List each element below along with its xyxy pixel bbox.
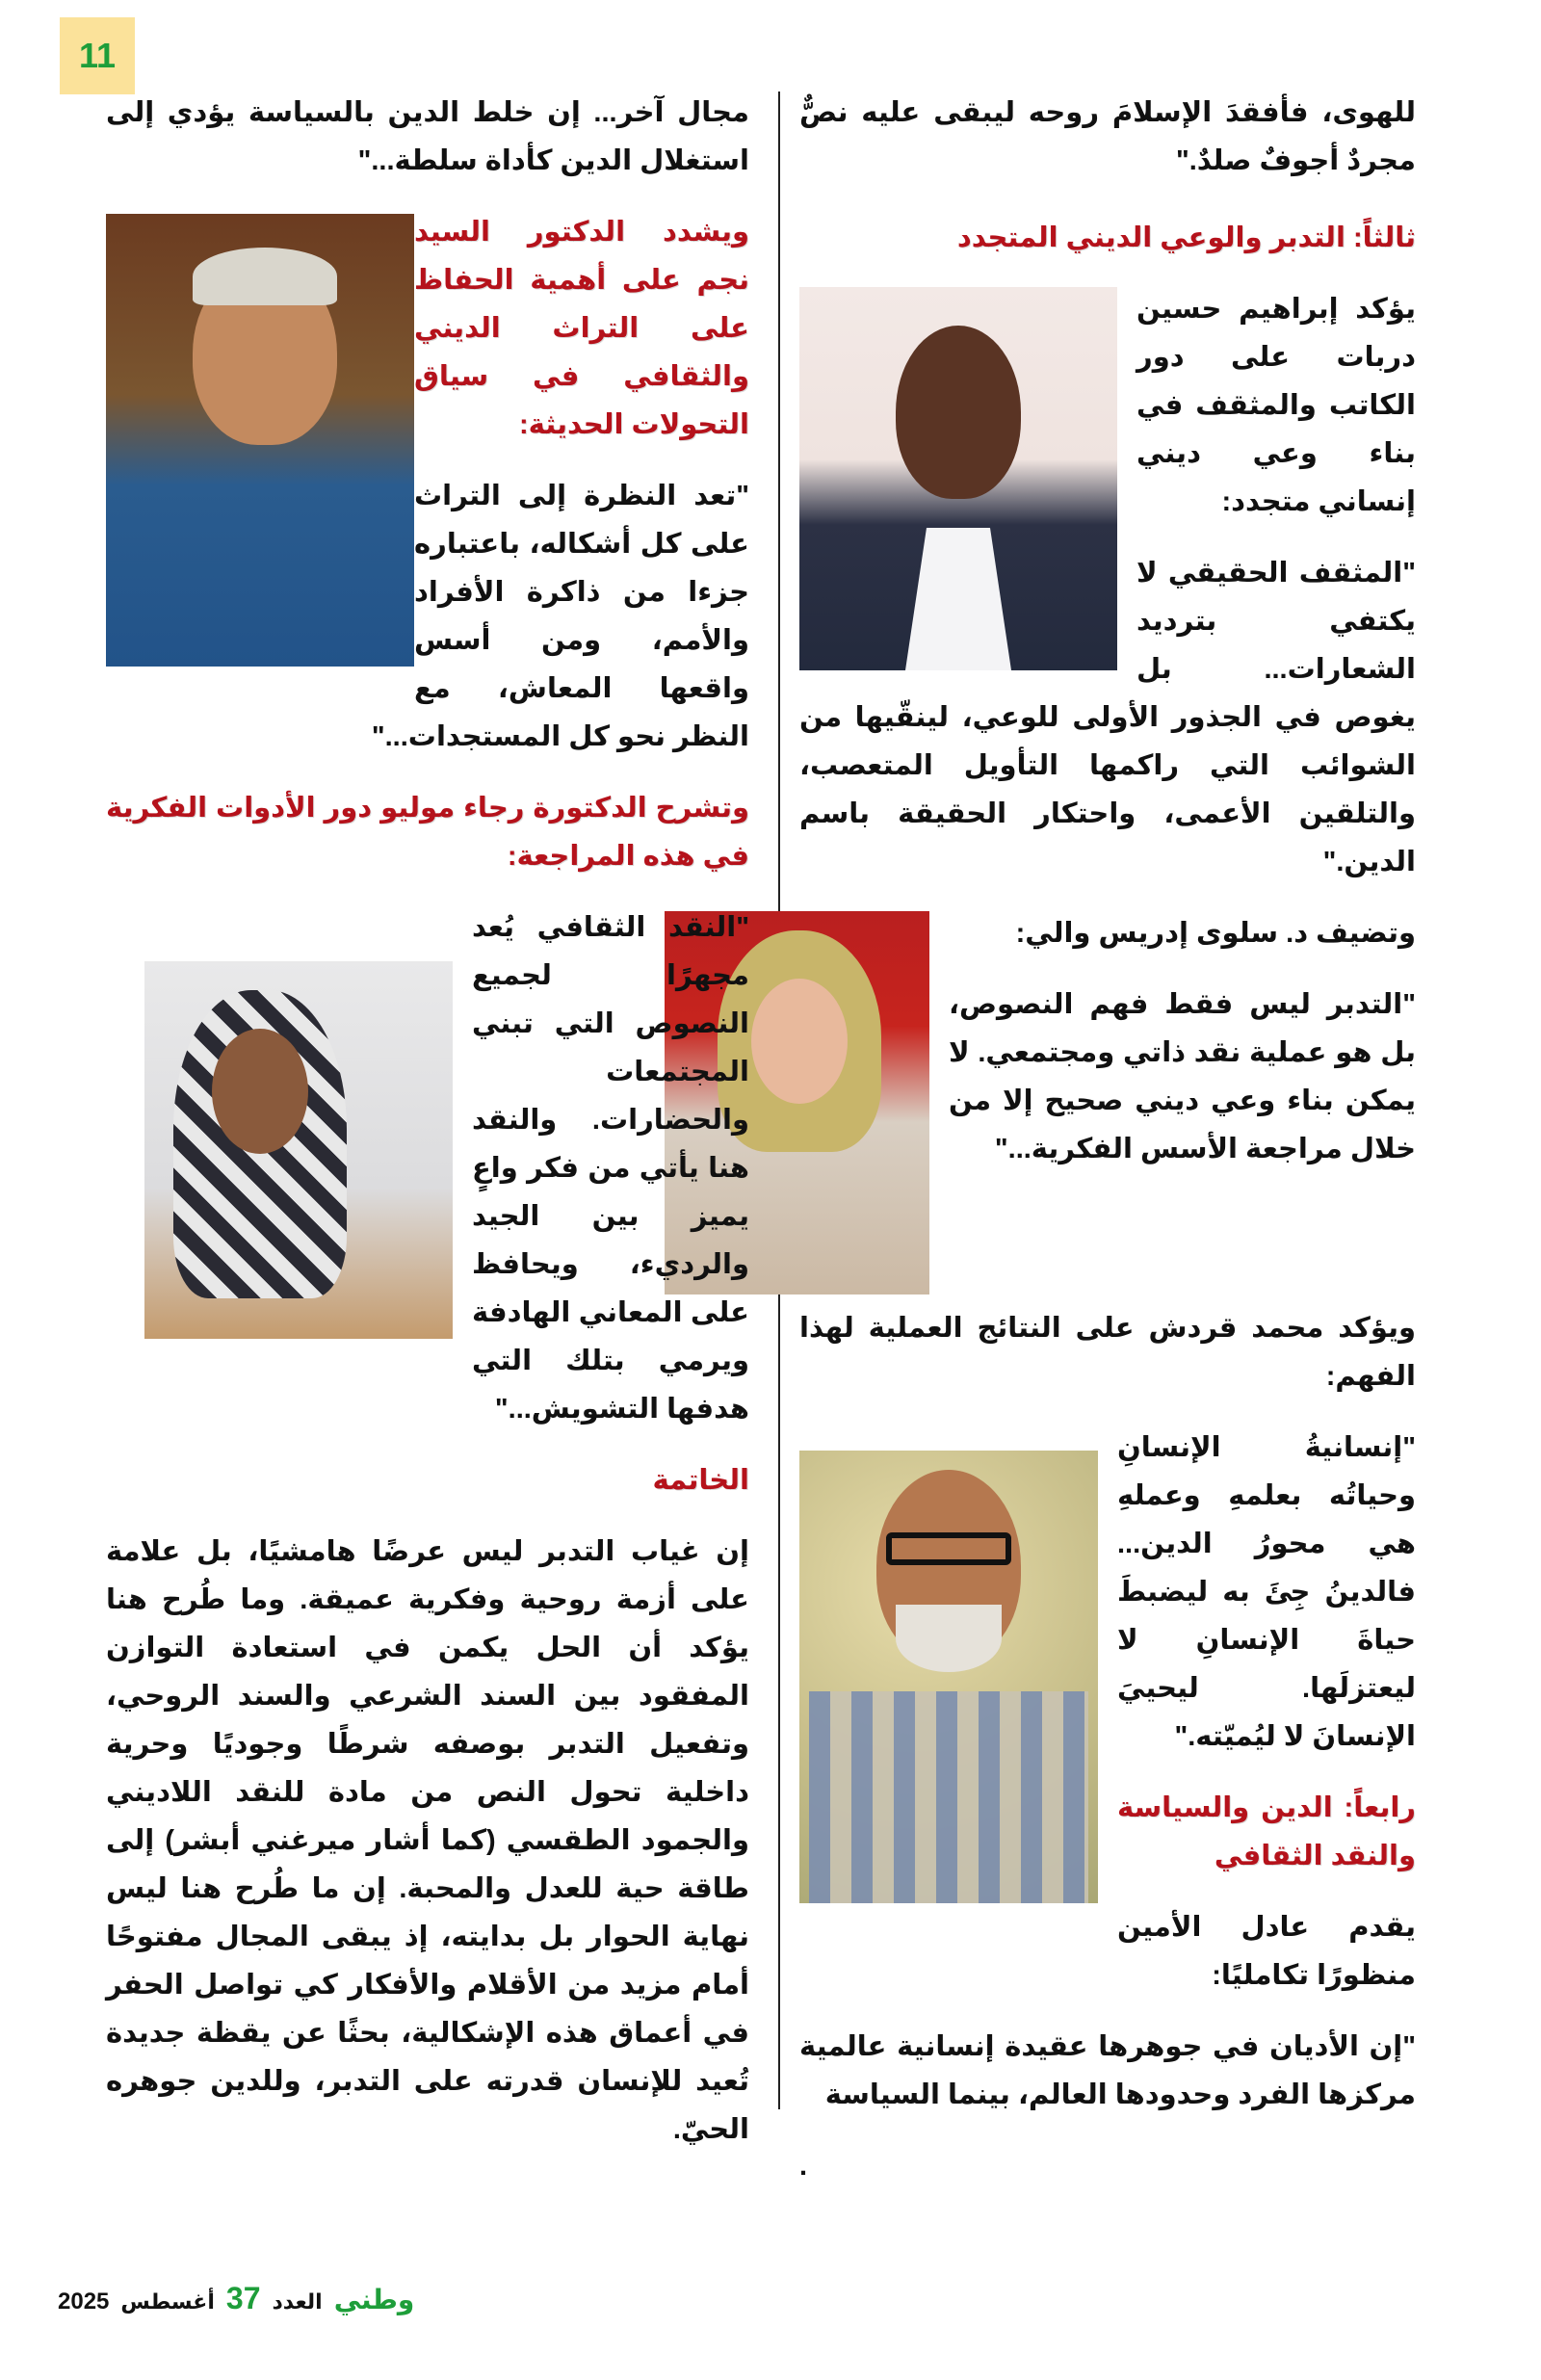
section3-heading: ثالثاً: التدبر والوعي الديني المتجدد — [956, 222, 1416, 253]
adel-quote: "إن الأديان في جوهرها عقيدة إنسانية عالمية مركزها الفرد وحدودها العالم، بينما السياسة — [799, 2031, 1416, 2110]
right-column — [799, 89, 1416, 2213]
mohamed-quote: "إنسانيةُ الإنسانِ وحياتُه بعلمهِ وعملهِ هي محورُ الدين... فالدينُ جِئَ به ليضبطَ حياةَ الإنسانِ لا ليعتزلَها. ليحييَ الإنسانَ لا ليُميّته." — [1117, 1432, 1416, 1752]
left-column — [106, 89, 749, 2177]
najm-intro: ويشدد الدكتور السيد نجم على أهمية الحفاظ على التراث الديني والثقافي في سياق التحولات الحديثة: — [414, 217, 749, 440]
issue-number: 37 — [225, 2281, 261, 2315]
intro-continuation: للهوى، فأفقدَ الإسلامَ روحه ليبقى عليه نصٌّ مجردٌ أجوفٌ صلدٌ." — [799, 97, 1416, 176]
left-continuation: مجال آخر... إن خلط الدين بالسياسة يؤدي إلى استغلال الدين كأداة سلطة..." — [106, 97, 749, 176]
issue-month: أغسطس — [120, 2289, 215, 2314]
issue-label: العدد — [272, 2289, 323, 2314]
conclusion-heading: الخاتمة — [652, 1465, 749, 1496]
page-number: 11 — [78, 36, 117, 75]
photo-ibrahim-hussein — [799, 287, 1117, 670]
photo-adel-alamin — [799, 1451, 1098, 1903]
issue-year: 2025 — [58, 2288, 110, 2315]
footer — [58, 2281, 414, 2316]
photo-sayed-najm — [106, 214, 414, 667]
magazine-brand: وطني — [333, 2285, 415, 2315]
salwa-quote: "التدبر ليس فقط فهم النصوص، بل هو عملية نقد ذاتي ومجتمعي. لا يمكن بناء وعي ديني صحيح إلا من خلال مراجعة الأسس الفكرية..." — [949, 989, 1416, 1164]
rajaa-intro: وتشرح الدكتورة رجاء موليو دور الأدوات الفكرية في هذه المراجعة: — [106, 793, 749, 872]
conclusion-body: إن غياب التدبر ليس عرضًا هامشيًا، بل علامة على أزمة روحية وفكرية عميقة. وما طُرح هنا يؤكد أن الحل يكمن في استعادة التوازن المفقود بين السند الشرعي والسند الروحي، وتفعيل التدبر بوصفه شرطًا وجوديًا وحرية داخلية تحول النص من مادة للنقد اللاديني والجمود الطقسي (كما أشار ميرغني أبشر) إلى طاقة حية للعدل والمحبة. إن ما طُرح هنا ليس نهاية الحوار بل بدايته، إذ يبقى المجال مفتوحًا أمام مزيد من الأقلام والأفكار كي تواصل الحفر في أعماق هذه الإشكالية، بحثًا عن يقظة جديدة تُعيد للإنسان قدرته على التدبر، وللدين جوهره الحيّ. — [106, 1536, 749, 2145]
adel-intro: يقدم عادل الأمين منظورًا تكامليًا: — [1117, 1912, 1416, 1991]
page-number-badge — [60, 17, 135, 94]
rajaa-quote: "النقد الثقافي يُعد مجهرًا لجميع النصوص التي تبني المجتمعات والحضارات. والنقد هنا يأتي من فكر واعٍ يميز بين الجيد والرديء، ويحافظ على المعاني الهادفة ويرمي بتلك التي هدفها التشويش..." — [472, 912, 749, 1425]
salwa-intro: وتضيف د. سلوى إدريس والي: — [1015, 918, 1416, 949]
najm-quote: "تعد النظرة إلى التراث على كل أشكاله، باعتباره جزءا من ذاكرة الأفراد والأمم، ومن أسس واقعها المعاش، مع النظر نحو كل المستجدات..." — [371, 481, 749, 752]
ibrahim-quote: "المثقف الحقيقي لا يكتفي بترديد الشعارات... بل يغوص في الجذور الأولى للوعي، لينقّيها من الشوائب التي راكمها التأويل المتعصب، والتلقين الأعمى، واحتكار الحقيقة باسم الدين." — [799, 558, 1416, 877]
section4-heading: رابعاً: الدين والسياسة والنقد الثقافي — [1117, 1792, 1416, 1871]
mohamed-intro: ويؤكد محمد قردش على النتائج العملية لهذا الفهم: — [799, 1313, 1416, 1392]
trailing-dot: . — [799, 2151, 808, 2182]
photo-rajaa-moulio — [144, 961, 453, 1339]
ibrahim-intro: يؤكد إبراهيم حسين دربات على دور الكاتب والمثقف في بناء وعي ديني إنساني متجدد: — [1136, 294, 1416, 517]
